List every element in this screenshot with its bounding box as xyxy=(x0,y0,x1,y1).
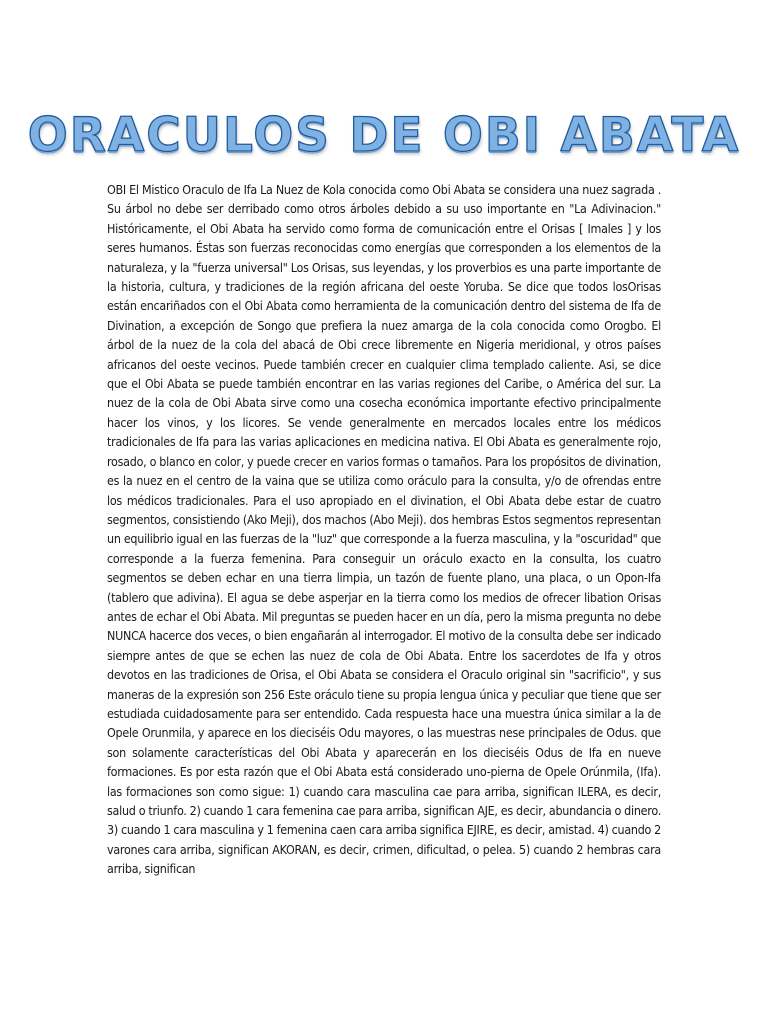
document-title: ORACULOS DE OBI ABATA xyxy=(27,108,741,163)
document-body-paragraph: OBI El Mistico Oraculo de Ifa La Nuez de Kola conocida como Obi Abata se considera una nuez sagrada . Su árbol no debe ser derribado como otros árboles debido a su uso importante en "La Adivinacion." Históricamente, el Obi Abata ha servido como forma de comunicación entre el Orisas [ Imales ] y los seres humanos. Éstas son fuerzas reconocidas como energías que corresponden a los elementos de la naturaleza, y la "fuerza universal" Los Orisas, sus leyendas, y los proverbios es una parte importante de la historia, cultura, y tradiciones de la región africana del oeste Yoruba. Se dice que todos losOrisas están encariñados con el Obi Abata como herramienta de la comunicación dentro del sistema de Ifa de Divination, a excepción de Songo que prefiera la nuez amarga de la cola conocida como Orogbo. El árbol de la nuez de la cola del abacá de Obi crece libremente en Nigeria meridional, y otros países africanos del oeste vecinos. Puede también crecer en cualquier clima templado caliente. Asi, se dice que el Obi Abata se puede también encontrar en las varias regiones del Caribe, o América del sur. La nuez de la cola de Obi Abata sirve como una cosecha económica importante efectivo principalmente hacer los vinos, y los licores. Se vende generalmente en mercados locales entre los médicos tradicionales de Ifa para las varias aplicaciones en medicina nativa. El Obi Abata es generalmente rojo, rosado, o blanco en color, y puede crecer en varios formas o tamaños. Para los propósitos de divination, es la nuez en el centro de la vaina que se utiliza como oráculo para la consulta, y/o de ofrendas entre los médicos tradicionales. Para el uso apropiado en el divination, el Obi Abata debe estar de cuatro segmentos, consistiendo (Ako Meji), dos machos (Abo Meji). dos hembras Estos segmentos representan un equilibrio igual en las fuerzas de la "luz" que corresponde a la fuerza masculina, y la "oscuridad" que corresponde a la fuerza femenina. Para conseguir un oráculo exacto en la consulta, los cuatro segmentos se deben echar en una tierra limpia, un tazón de fuente plano, una placa, o un Opon-Ifa (tablero que adivina). El agua se debe asperjar en la tierra como los medios de ofrecer libation Orisas antes de echar el Obi Abata. Mil preguntas se pueden hacer en un día, pero la misma pregunta no debe NUNCA hacerce dos veces, o bien engañarán al interrogador. El motivo de la consulta debe ser indicado siempre antes de que se echen las nuez de cola de Obi Abata. Entre los sacerdotes de Ifa y otros devotos en las tradiciones de Orisa, el Obi Abata se considera el Oraculo original sin "sacrificio", y sus maneras de la expresión son 256 Este oráculo tiene su propia lengua única y peculiar que tiene que ser estudiada cuidadosamente para ser entendido. Cada respuesta hace una muestra única similar a la de Opele Orunmila, y aparece en los dieciséis Odu mayores, o las muestras nese principales de Odus. que son solamente características del Obi Abata y aparecerán en los dieciséis Odus de Ifa en nueve formaciones. Es por esta razón que el Obi Abata está considerado uno-pierna de Opele Orúnmila, (Ifa). las formaciones son como sigue: 1) cuando cara masculina cae para arriba, significan ILERA, es decir, salud o triunfo. 2) cuando 1 cara femenina cae para arriba, significan AJE, es decir, abundancia o dinero. 3) cuando 1 cara masculina y 1 femenina caen cara arriba significa EJIRE, es decir, amistad. 4) cuando 2 varones cara arriba, significan AKORAN, es decir, crimen, dificultad, o pelea. 5) cuando 2 hembras cara arriba, significan xyxy=(107,182,661,877)
